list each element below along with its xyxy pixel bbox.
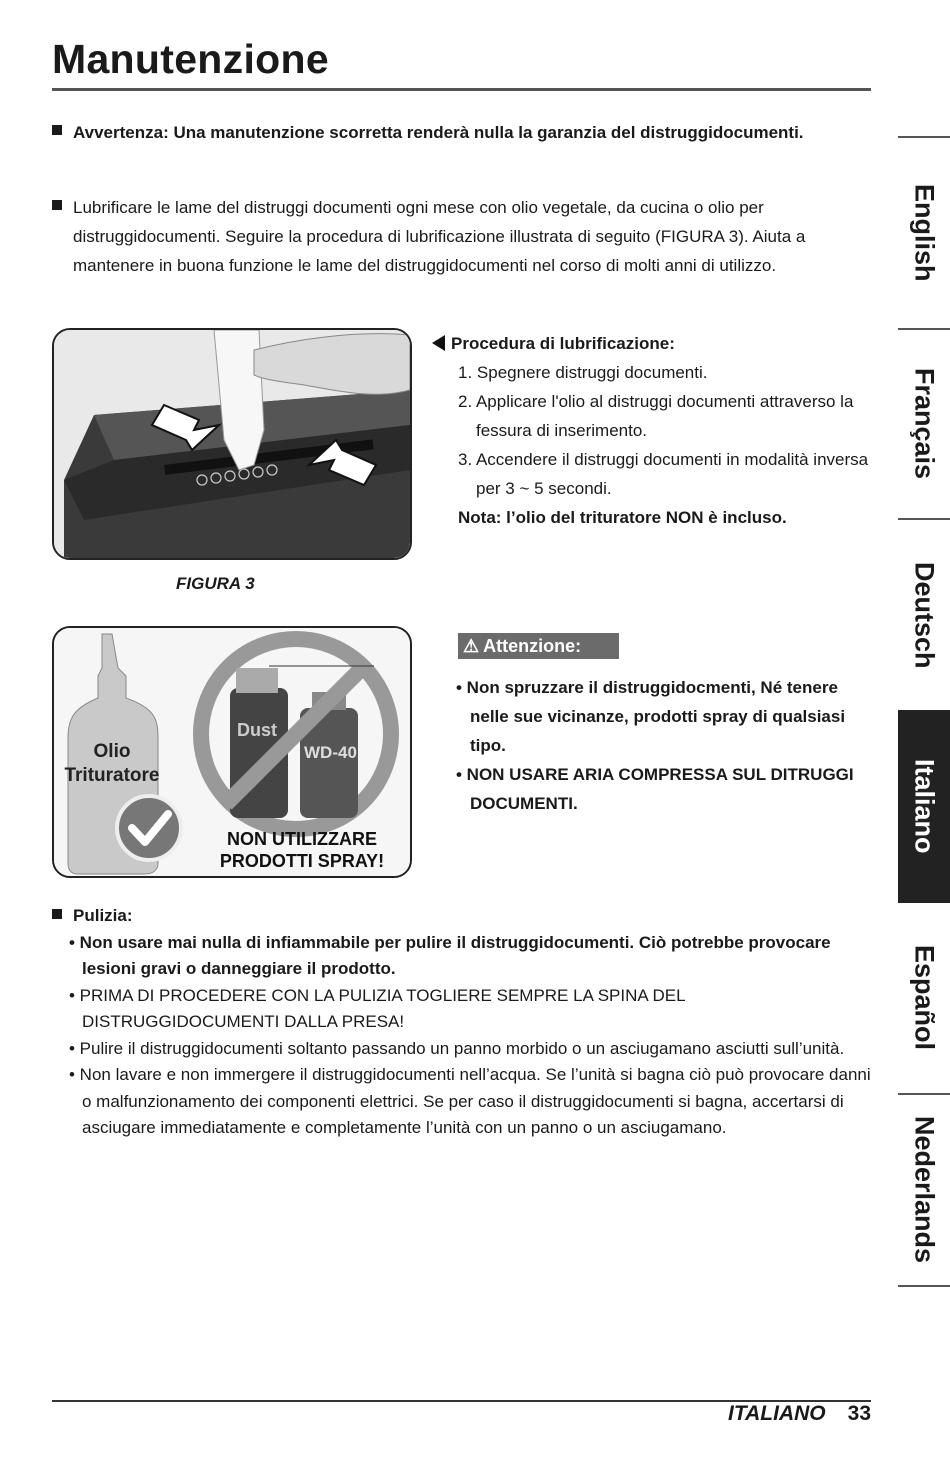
warning-triangle-icon: ⚠ [463,636,480,656]
warning-text: Avvertenza: Una manutenzione scorretta renderà nulla la garanzia del distruggidocumenti. [73,123,804,142]
procedure-heading: Procedura di lubrificazione: [432,329,872,358]
cleaning-item: • Pulire il distruggidocumenti soltanto passando un panno morbido o un asciugamano asciutti sull’unità. [69,1038,845,1058]
cleaning-item: • Non lavare e non immergere il distruggidocumenti nell’acqua. Se l’unità si bagna ciò può provocare danni o malfunzionamento dei componenti elettrici. Se per caso il distruggidocumenti si bagna, accertarsi di asciugare immediatamente e completamente l’unità con un panno o un asciugamano. [69,1065,871,1137]
page-number: 33 [847,1402,871,1425]
procedure-step: 3. Accendere il distruggi documenti in modalità inversa per 3 ~ 5 secondi. [458,450,869,498]
procedure-step: 2. Applicare l'olio al distruggi documenti attraverso la fessura di inserimento. [458,392,854,440]
cleaning-item: • Non usare mai nulla di infiammabile per pulire il distruggidocumenti. Ciò potrebbe provocare lesioni gravi o danneggiare il prodotto. [69,932,831,978]
attention-item: • Non spruzzare il distruggidocmenti, Né tenere nelle sue vicinanze, prodotti spray di qualsiasi tipo. [456,678,846,755]
square-bullet-icon [52,909,62,919]
oil-label-line: Trituratore [64,765,160,786]
cleaning-section [52,903,872,1142]
procedure-step: 1. Spegnere distruggi documenti. [458,363,708,382]
can-label-dust: Dust [237,720,277,740]
page-title: Manutenzione [52,36,329,82]
figure-3-shredder-oil [52,328,412,560]
oil-label-line: Olio [93,741,131,762]
tab-divider [898,1285,950,1287]
warning-paragraph [52,118,872,147]
attention-list [456,673,876,818]
no-spray-label [202,828,402,872]
figure-caption: FIGURA 3 [176,574,255,593]
no-spray-label-line: NON UTILIZZARE [227,829,377,849]
tab-deutsch[interactable]: Deutsch [909,561,940,669]
attention-item: • NON USARE ARIA COMPRESSA SUL DITRUGGI DOCUMENTI. [456,765,854,813]
no-spray-label-line: PRODOTTI SPRAY! [219,851,385,871]
tab-francais[interactable]: Français [909,368,940,480]
lubrication-procedure [432,329,872,532]
lubricate-paragraph [52,193,872,280]
oil-label [54,740,170,788]
cleaning-heading: Pulizia: [52,903,872,930]
pointer-triangle-icon [432,335,445,351]
tab-espanol[interactable]: Español [909,945,940,1051]
tab-english[interactable]: English [909,184,940,282]
footer-language: ITALIANO [728,1402,826,1425]
figure-oil-vs-spray [52,626,412,878]
procedure-note: Nota: l’olio del trituratore NON è incluso. [458,508,787,527]
attention-badge: ⚠ Attenzione: [458,633,619,659]
shredder-illustration [54,330,410,558]
square-bullet-icon [52,125,62,135]
cleaning-item: • PRIMA DI PROCEDERE CON LA PULIZIA TOGLIERE SEMPRE LA SPINA DEL DISTRUGGIDOCUMENTI DALLA PRESA! [69,985,685,1031]
can-label-wd40: WD-40 [304,743,357,762]
tab-italiano[interactable]: Italiano [898,710,950,903]
tab-nederlands[interactable]: Nederlands [909,1116,940,1264]
lubricate-text: Lubrificare le lame del distruggi documenti ogni mese con olio vegetale, da cucina o olio per distruggidocumenti. Seguire la procedura di lubrificazione illustrata di seguito (FIGURA 3). Aiuta a mantenere in buona funzione le lame del distruggidocumenti nel corso di molti anni di utilizzo. [73,198,806,275]
square-bullet-icon [52,200,62,210]
page-footer [700,1402,871,1426]
title-rule [52,88,871,91]
